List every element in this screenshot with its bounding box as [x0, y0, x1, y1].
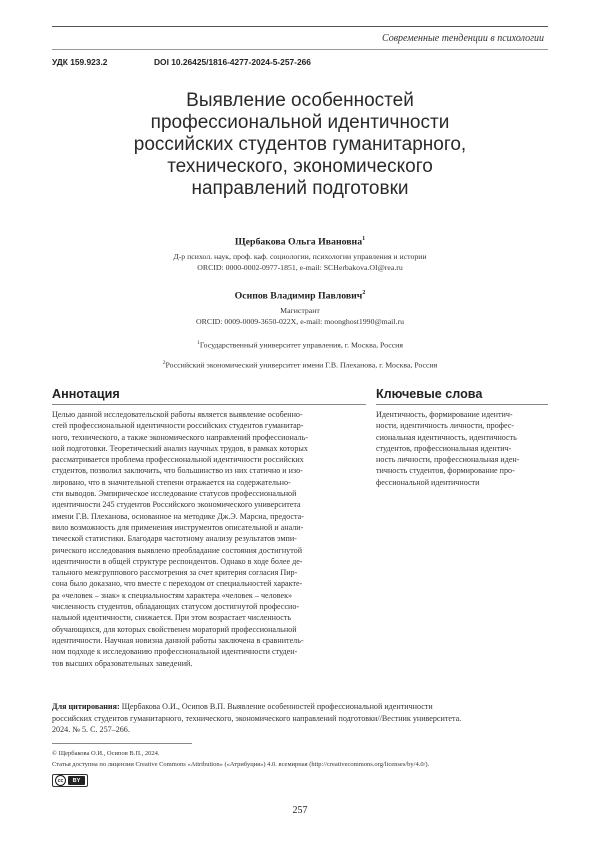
citation-line-1: Для цитирования: Щербакова О.И., Осипов В.П. Выявление особенностей профессиональной идентичности: [52, 702, 433, 711]
author-2-name: Осипов Владимир Павлович$^2$: [234, 290, 366, 302]
doi[interactable]: DOI 10.26425/1816-4277-2024-5-257-266: [154, 57, 311, 67]
abstract-line: ном подходе к исследованию профессиональной идентичности студен-: [52, 647, 298, 657]
abstract-line: рического исследования выявлено преобладание состояния достигнутой: [52, 545, 303, 555]
running-head: Современные тенденции в психологии: [381, 33, 544, 44]
license-text[interactable]: Статья доступна по лицензии Creative Commons «Attribution» («Атрибуция») 4.0. всемирная (http://creativecommons.org/licenses/by/4.0/).: [52, 761, 430, 768]
top-border: [52, 26, 548, 27]
title-line: технического, экономического: [167, 156, 433, 177]
copyright: © Щербакова О.И., Осипов В.П., 2024.: [52, 750, 160, 757]
abstract-line: стей профессиональной идентичности российских студентов гуманитар-: [52, 421, 304, 431]
title-line: направлений подготовки: [191, 178, 409, 199]
abstract-line: сона было доказано, что вместе с переходом от специальностей характе-: [52, 579, 303, 589]
abstract-rule: [52, 404, 366, 405]
abstract-line: студентов, позволил заключить, что большинство из них статично и изо-: [52, 466, 303, 476]
citation-label: Для цитирования:: [52, 702, 120, 711]
cc-by-license-badge[interactable]: [52, 774, 88, 787]
abstract-line: вило возможность для применения инструментов описательной и анали-: [52, 522, 304, 532]
author-1-position: Д-р психол. наук, проф. каф. социологии, психологии управления и истории: [173, 252, 427, 261]
author-1-details: [60, 252, 540, 273]
abstract-line: идентичности в общей структуре респондентов. Однако в ходе более де-: [52, 556, 303, 566]
abstract-line: сти выводов. Эмпирическое исследование статусов профессиональной: [52, 489, 297, 499]
abstract-line: идентичности. Научная новизна данной работы заключена в сравнитель-: [52, 635, 304, 645]
abstract-line: тической статистики. Благодаря частотному анализу результатов эмпи-: [52, 534, 297, 544]
keywords-heading: Ключевые слова: [376, 387, 483, 401]
keywords-line: тичность студентов, формирование про-: [376, 466, 515, 476]
author-1-contact[interactable]: ORCID: 0000-0002-0977-1851, e-mail: SCHerbakova.OI@rea.ru: [197, 262, 403, 272]
author-1-name: Щербакова Ольга Ивановна$^1$: [234, 236, 366, 248]
title-line: профессиональной идентичности: [150, 112, 450, 133]
keywords-line: сиональная идентичность, идентичность: [376, 432, 517, 442]
author-2-details: [60, 306, 540, 327]
keywords-line: студентов, профессиональная идентич-: [376, 443, 512, 453]
creative-commons-icon: cc: [55, 775, 66, 786]
abstract-text: [52, 409, 366, 669]
abstract-line: лировано, что в значительной степени отражается на содержательно-: [52, 477, 291, 487]
citation-line: российских студентов гуманитарного, технического, экономического направлений подготовки//Вестник университета.: [52, 713, 462, 723]
abstract-line: ной подготовки. Теоретический анализ научных трудов, в рамках которых: [52, 443, 308, 453]
citation-line: 2024. № 5. С. 257–266.: [52, 725, 130, 734]
author-2-contact[interactable]: ORCID: 0009-0009-3650-022X, e-mail: moonghost1990@mail.ru: [196, 316, 404, 326]
citation-block: [52, 701, 548, 736]
abstract-line: тов высших образовательных заведений.: [52, 658, 193, 668]
abstract-line: рассматривается проблема профессиональной идентичности российских: [52, 455, 304, 465]
page-number: 257: [292, 805, 308, 816]
udk-code: УДК 159.923.2: [52, 57, 108, 67]
abstract-line: Целью данной исследовательской работы является выявление особенно-: [52, 410, 303, 419]
abstract-line: обучающихся, для которых свойственен мораторий профессиональной: [52, 624, 297, 634]
header-rule: [52, 49, 548, 50]
keywords-rule: [376, 404, 548, 405]
article-title: [80, 90, 520, 200]
author-2-position: Магистрант: [280, 306, 320, 315]
keywords-line: Идентичность, формирование идентич-: [376, 410, 513, 419]
keywords-line: ность личности, профессиональная иден-: [376, 455, 520, 465]
abstract-line: тального межгруппового рассмотрения за счет критерия согласия Пир-: [52, 568, 298, 578]
abstract-line: нальной идентичности, снижается. При этом возрастает численность: [52, 613, 292, 623]
keywords-line: ности, идентичность личности, профес-: [376, 421, 515, 431]
keywords-text: [376, 409, 548, 488]
abstract-line: численность студентов, обладающих статусом достигнутой профессио-: [52, 602, 300, 612]
abstract-line: идентичности 245 студентов Российского экономического университета: [52, 500, 301, 510]
abstract-line: ра «человек – знак» к специальностям характера «человек – человек»: [52, 590, 293, 600]
institution-2: $^2$Российский экономический университет имени Г.В. Плеханова, г. Москва, Россия: [162, 360, 438, 370]
title-line: российских студентов гуманитарного,: [133, 134, 467, 155]
footnote-rule: [52, 743, 192, 744]
institution-1: $^1$Государственный университет управления, г. Москва, Россия: [197, 340, 403, 350]
abstract-line: ного, технического, а также экономического направлений профессиональ-: [52, 432, 308, 442]
abstract-line: имени Г.В. Плеханова, основанное на методике Дж.Э. Марсиа, предоста-: [52, 511, 304, 521]
attribution-icon: BY: [68, 776, 85, 785]
keywords-line: фессиональной идентичности: [376, 477, 480, 487]
abstract-heading: Аннотация: [52, 387, 120, 401]
title-line: Выявление особенностей: [186, 90, 414, 111]
